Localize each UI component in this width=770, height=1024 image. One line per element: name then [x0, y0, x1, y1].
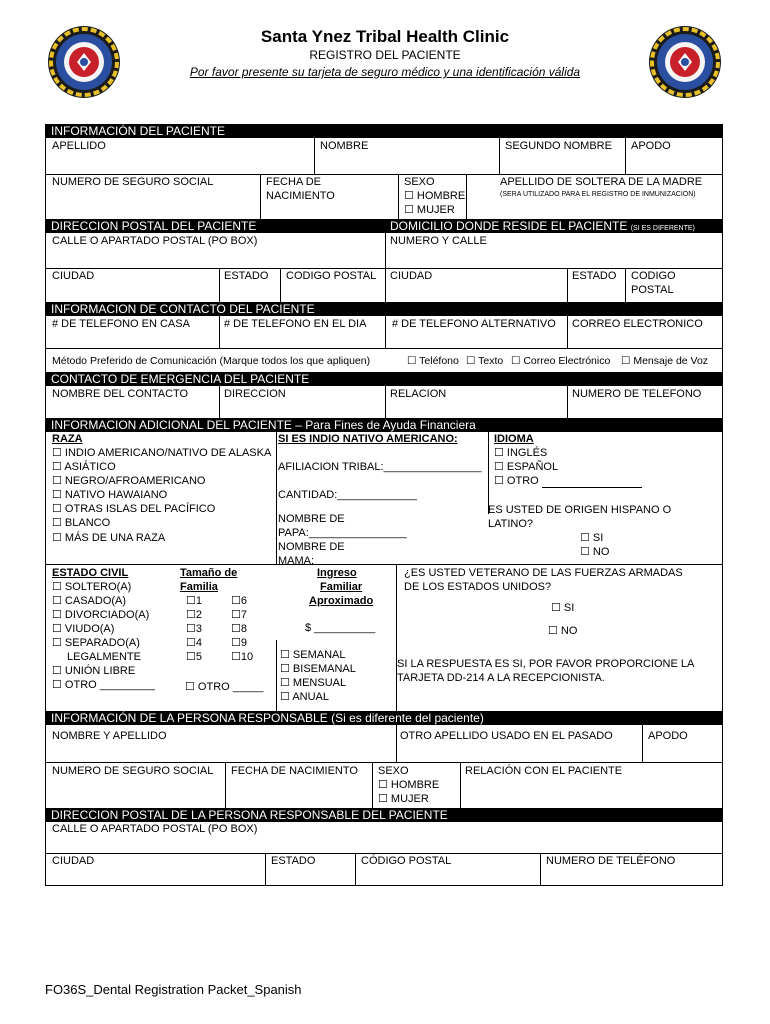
field-emergency-address[interactable]: DIRECCION — [224, 388, 286, 400]
family-size-10[interactable]: ☐10 — [231, 651, 254, 663]
field-residence-city[interactable]: CIUDAD — [390, 270, 433, 282]
checkbox-phone[interactable]: ☐ Teléfono — [407, 355, 459, 367]
field-alt-phone[interactable]: # DE TELEFONO ALTERNATIVO — [392, 318, 556, 330]
clinic-title: Santa Ynez Tribal Health Clinic — [260, 27, 510, 46]
hispanic-yes[interactable]: ☐ SI — [580, 532, 604, 544]
responsible-sex-label: SEXO — [378, 765, 409, 777]
marital-separated[interactable]: ☐ SEPARADO(A) — [52, 637, 140, 649]
hispanic-question-2: LATINO? — [488, 518, 534, 530]
income-biweekly[interactable]: ☐ BISEMANAL — [280, 663, 356, 675]
mother-name-line: MAMA: — [278, 555, 315, 567]
field-responsible-other-surname[interactable]: OTRO APELLIDO USADO EN EL PASADO — [400, 730, 613, 742]
family-size-label-2: Familia — [180, 581, 218, 593]
race-pacific-islander[interactable]: ☐ OTRAS ISLAS DEL PACÍFICO — [52, 503, 216, 515]
section-postal-address: DIRECCION POSTAL DEL PACIENTE — [51, 219, 257, 233]
section-responsible-address: DIRECCION POSTAL DE LA PERSONA RESPONSABLE DEL PACIENTE — [45, 808, 723, 822]
responsible-checkbox-male[interactable]: ☐ HOMBRE — [378, 779, 440, 791]
marital-union[interactable]: ☐ UNIÓN LIBRE — [52, 665, 136, 677]
field-quantum[interactable]: CANTIDAD:_____________ — [278, 489, 417, 501]
family-size-3[interactable]: ☐3 — [186, 623, 202, 635]
veteran-yes[interactable]: ☐ SI — [551, 602, 575, 614]
section-contact: INFORMACION DE CONTACTO DEL PACIENTE — [45, 302, 723, 316]
section-financial: INFORMACION ADICIONAL DEL PACIENTE – Para Fines de Ayuda Financiera — [45, 418, 723, 432]
field-responsible-birthdate[interactable]: FECHA DE NACIMIENTO — [231, 765, 358, 777]
field-father-name[interactable]: NOMBRE DE — [278, 513, 345, 525]
marital-single[interactable]: ☐ SOLTERO(A) — [52, 581, 132, 593]
field-mother-maiden-name[interactable]: APELLIDO DE SOLTERA DE LA MADRE — [500, 176, 703, 188]
preferred-contact-label: Método Preferido de Comunicación (Marque todos los que apliquen) — [52, 355, 371, 367]
field-mailing-zip[interactable]: CODIGO POSTAL — [286, 270, 377, 282]
race-asian[interactable]: ☐ ASIÁTICO — [52, 461, 116, 473]
family-size-8[interactable]: ☐8 — [231, 623, 247, 635]
field-responsible-nickname[interactable]: APODO — [648, 730, 688, 742]
field-emergency-phone[interactable]: NUMERO DE TELEFONO — [572, 388, 702, 400]
hispanic-no[interactable]: ☐ NO — [580, 546, 610, 558]
marital-divorced[interactable]: ☐ DIVORCIADO(A) — [52, 609, 150, 621]
language-english[interactable]: ☐ INGLÉS — [494, 447, 548, 459]
race-black[interactable]: ☐ NEGRO/AFROAMERICANO — [52, 475, 206, 487]
field-day-phone[interactable]: # DE TELEFONO EN EL DIA — [224, 318, 367, 330]
maiden-name-note: (SERA UTILIZADO PARA EL REGISTRO DE INMUNIZACION) — [500, 191, 696, 198]
field-residence-street[interactable]: NUMERO Y CALLE — [390, 235, 487, 247]
father-name-line: PAPA:________________ — [278, 527, 407, 539]
field-middle-name[interactable]: SEGUNDO NOMBRE — [505, 140, 612, 152]
checkbox-female[interactable]: ☐ MUJER — [404, 204, 455, 216]
family-size-6[interactable]: ☐6 — [231, 595, 247, 607]
checkbox-male[interactable]: ☐ HOMBRE — [404, 190, 466, 202]
field-last-name[interactable]: APELLIDO — [52, 140, 106, 152]
checkbox-text[interactable]: ☐ Texto — [466, 355, 504, 367]
checkbox-email[interactable]: ☐ Correo Electrónico — [511, 355, 611, 367]
dd214-note-2: TARJETA DD-214 A LA RECEPCIONISTA. — [397, 672, 605, 684]
marital-label: ESTADO CIVIL — [52, 567, 129, 579]
family-size-1[interactable]: ☐1 — [186, 595, 202, 607]
income-label-2: Familiar — [320, 581, 363, 593]
race-multiple[interactable]: ☐ MÁS DE UNA RAZA — [52, 532, 166, 544]
family-size-5[interactable]: ☐5 — [186, 651, 202, 663]
family-size-7[interactable]: ☐7 — [231, 609, 247, 621]
field-responsible-zip[interactable]: CÓDIGO POSTAL — [361, 855, 452, 867]
section-residence: DOMICILIO DONDE RESIDE EL PACIENTE (SI ES DIFERENTE) — [390, 219, 695, 233]
family-size-label: Tamaño de — [180, 567, 238, 579]
income-label-3: Aproximado — [309, 595, 374, 607]
income-label: Ingreso — [317, 567, 357, 579]
field-responsible-ssn[interactable]: NUMERO DE SEGURO SOCIAL — [52, 765, 214, 777]
veteran-question: ¿ES USTED VETERANO DE LAS FUERZAS ARMADAS — [404, 567, 683, 579]
field-residence-zip[interactable]: CODIGO — [631, 270, 676, 282]
marital-separated-line-2: LEGALMENTE — [67, 651, 141, 663]
race-label: RAZA — [52, 433, 83, 445]
section-emergency: CONTACTO DE EMERGENCIA DEL PACIENTE — [45, 372, 723, 386]
field-first-name[interactable]: NOMBRE — [320, 140, 369, 152]
field-responsible-relationship[interactable]: RELACIÓN CON EL PACIENTE — [465, 765, 623, 777]
section-responsible: INFORMACIÓN DE LA PERSONA RESPONSABLE (Si es diferente del paciente) — [45, 711, 723, 725]
family-size-2[interactable]: ☐2 — [186, 609, 202, 621]
marital-other[interactable]: ☐ OTRO _________ — [52, 679, 155, 691]
language-spanish[interactable]: ☐ ESPAÑOL — [494, 461, 559, 473]
field-birthdate[interactable]: FECHA DE — [266, 176, 322, 188]
field-emergency-relation[interactable]: RELACION — [390, 388, 447, 400]
field-home-phone[interactable]: # DE TELEFONO EN CASA — [52, 318, 190, 330]
veteran-no[interactable]: ☐ NO — [548, 625, 578, 637]
field-mailing-street[interactable]: CALLE O APARTADO POSTAL (PO BOX) — [52, 235, 258, 247]
field-residence-state[interactable]: ESTADO — [572, 270, 617, 282]
section-patient-info: INFORMACIÓN DEL PACIENTE — [45, 124, 723, 138]
section-address — [45, 219, 723, 233]
family-size-4[interactable]: ☐4 — [186, 637, 202, 649]
dd214-note: SI LA RESPUESTA ES SI, POR FAVOR PROPORCIONE LA — [397, 658, 695, 670]
race-hawaiian[interactable]: ☐ NATIVO HAWAIANO — [52, 489, 168, 501]
field-responsible-state[interactable]: ESTADO — [271, 855, 316, 867]
marital-married[interactable]: ☐ CASADO(A) — [52, 595, 127, 607]
field-ssn[interactable]: NUMERO DE SEGURO SOCIAL — [52, 176, 214, 188]
native-american-label: SI ES INDIO NATIVO AMERICANO: — [278, 433, 458, 445]
field-mother-name[interactable]: NOMBRE DE — [278, 541, 345, 553]
residence-zip-label-2: POSTAL — [631, 284, 674, 296]
income-annual[interactable]: ☐ ANUAL — [280, 691, 329, 703]
field-income-amount[interactable]: $ __________ — [305, 622, 376, 634]
field-nickname[interactable]: APODO — [631, 140, 671, 152]
veteran-question-2: DE LOS ESTADOS UNIDOS? — [404, 581, 552, 593]
responsible-checkbox-female[interactable]: ☐ MUJER — [378, 793, 429, 805]
field-responsible-name[interactable]: NOMBRE Y APELLIDO — [52, 730, 167, 742]
checkbox-voicemail[interactable]: ☐ Mensaje de Voz — [621, 355, 709, 367]
field-responsible-city[interactable]: CIUDAD — [52, 855, 95, 867]
field-email[interactable]: CORREO ELECTRONICO — [572, 318, 703, 330]
field-mailing-state[interactable]: ESTADO — [224, 270, 269, 282]
field-birthdate-label-2: NACIMIENTO — [266, 190, 335, 202]
language-label: IDIOMA — [494, 433, 534, 445]
income-weekly[interactable]: ☐ SEMANAL — [280, 649, 346, 661]
field-mailing-city[interactable]: CIUDAD — [52, 270, 95, 282]
field-emergency-name[interactable]: NOMBRE DEL CONTACTO — [52, 388, 189, 400]
footer-doc-id: FO36S_Dental Registration Packet_Spanish — [45, 982, 302, 997]
income-monthly[interactable]: ☐ MENSUAL — [280, 677, 347, 689]
field-responsible-phone[interactable]: NUMERO DE TELÉFONO — [546, 855, 676, 867]
hispanic-question: ES USTED DE ORIGEN HISPANO O — [488, 504, 672, 516]
form-title: REGISTRO DEL PACIENTE — [309, 48, 461, 62]
family-size-9[interactable]: ☐9 — [231, 637, 247, 649]
marital-widowed[interactable]: ☐ VIUDO(A) — [52, 623, 115, 635]
language-other[interactable]: ☐ OTRO — [494, 475, 642, 488]
family-size-other[interactable]: ☐ OTRO _____ — [185, 681, 264, 693]
race-white[interactable]: ☐ BLANCO — [52, 517, 111, 529]
field-tribal-affiliation[interactable]: AFILIACION TRIBAL:________________ — [278, 461, 482, 473]
id-instruction: Por favor presente su tarjeta de seguro médico y una identificación válida — [189, 65, 581, 79]
sex-label: SEXO — [404, 176, 435, 188]
race-native-american[interactable]: ☐ INDIO AMERICANO/NATIVO DE ALASKA — [52, 447, 272, 459]
field-responsible-street[interactable]: CALLE O APARTADO POSTAL (PO BOX) — [52, 823, 258, 835]
